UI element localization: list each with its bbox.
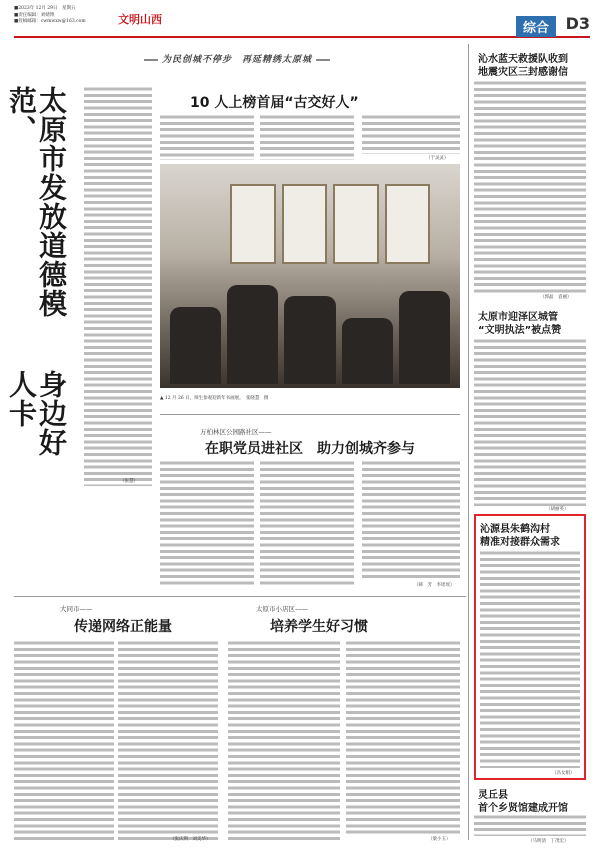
divider	[160, 414, 460, 415]
wanbolin-author: （韩 芳 李瑶瑶）	[414, 583, 455, 588]
ancient-author: （于灵灵）	[426, 156, 449, 161]
editor-line: ■责任编辑：刘婧博	[14, 12, 55, 18]
right-author-2: （胡丽英）	[546, 507, 569, 512]
lead-headline	[5, 86, 68, 366]
wanbolin-headline: 在职党员进社区 助力创城齐参与	[205, 441, 415, 457]
issue-meta	[14, 6, 94, 26]
wanbolin-kicker: 万柏林区公园路社区——	[200, 428, 272, 436]
lead-headline-2	[5, 370, 68, 480]
email-line: ■投稿邮箱：cwmwxw@163.com	[14, 19, 86, 24]
wanbolin-body-col3	[362, 460, 460, 580]
lead-headline-part2: 身边好人卡	[5, 370, 68, 457]
right-headline-2b: “文明执法”被点赞	[478, 325, 562, 336]
ancient-body-col3	[362, 114, 460, 154]
right-headline-4b: 首个乡贤馆建成开馆	[478, 803, 568, 814]
right-headline-3b: 精准对接群众需求	[480, 537, 560, 548]
datong-body-col1	[14, 640, 114, 840]
ancient-body-col2	[260, 114, 354, 160]
divider	[14, 596, 466, 597]
right-headline-2a: 太原市迎泽区城管	[478, 312, 558, 323]
datong-kicker: 大同市——	[60, 605, 93, 613]
slogan-banner: 为民创城不停步 再延精绣太原城	[140, 52, 334, 65]
xiaodian-body-col2	[346, 640, 460, 834]
datong-headline: 传递网络正能量	[74, 619, 172, 635]
right-headline-4a: 灵丘县	[478, 790, 508, 801]
photo-caption: ▲ 12 月 26 日，师生参观迎新年书画展。 张晓慧 摄	[160, 396, 269, 401]
xiaodian-body-col1	[228, 640, 340, 840]
right-body-3	[480, 550, 580, 768]
right-headline-1b: 地震灾区三封感谢信	[478, 67, 568, 78]
lead-body	[84, 86, 152, 486]
xiaodian-headline: 培养学生好习惯	[270, 619, 368, 635]
page-header	[14, 6, 590, 38]
right-body-4	[474, 814, 586, 836]
visitors	[170, 274, 450, 384]
xiaodian-author: （梁小玉）	[428, 837, 451, 842]
right-body-1	[474, 80, 586, 294]
wanbolin-body-col1	[160, 460, 254, 586]
right-author-4: （马明清 丁茂宏）	[528, 839, 569, 844]
right-author-1: （郭晶 袁丽）	[540, 295, 572, 300]
calligraphy-frames	[230, 184, 430, 264]
ancient-headline: 10 人上榜首届“古交好人”	[190, 95, 359, 111]
date-line: ■2023年 12月 29日 星期五	[14, 6, 76, 11]
page-number: D3	[565, 14, 590, 33]
lead-author: （张慧）	[120, 479, 138, 484]
datong-author: （张庆利 刘美华）	[170, 837, 211, 842]
right-author-3: （冯女娟）	[552, 771, 575, 776]
datong-body-col2	[118, 640, 218, 840]
lead-headline-part1: 太原市发放道德模范、	[5, 86, 68, 318]
masthead-logo: 文明山西	[118, 13, 162, 26]
section-badge: 综合	[516, 16, 556, 37]
ancient-body-col1	[160, 114, 254, 160]
divider	[468, 44, 469, 840]
exhibition-photo	[160, 164, 460, 388]
xiaodian-kicker: 太原市小店区——	[256, 605, 308, 613]
right-headline-3a: 沁源县朱鹤沟村	[480, 524, 550, 535]
right-headline-1a: 沁水蓝天救援队收到	[478, 54, 568, 65]
right-body-2	[474, 338, 586, 506]
wanbolin-body-col2	[260, 460, 354, 586]
